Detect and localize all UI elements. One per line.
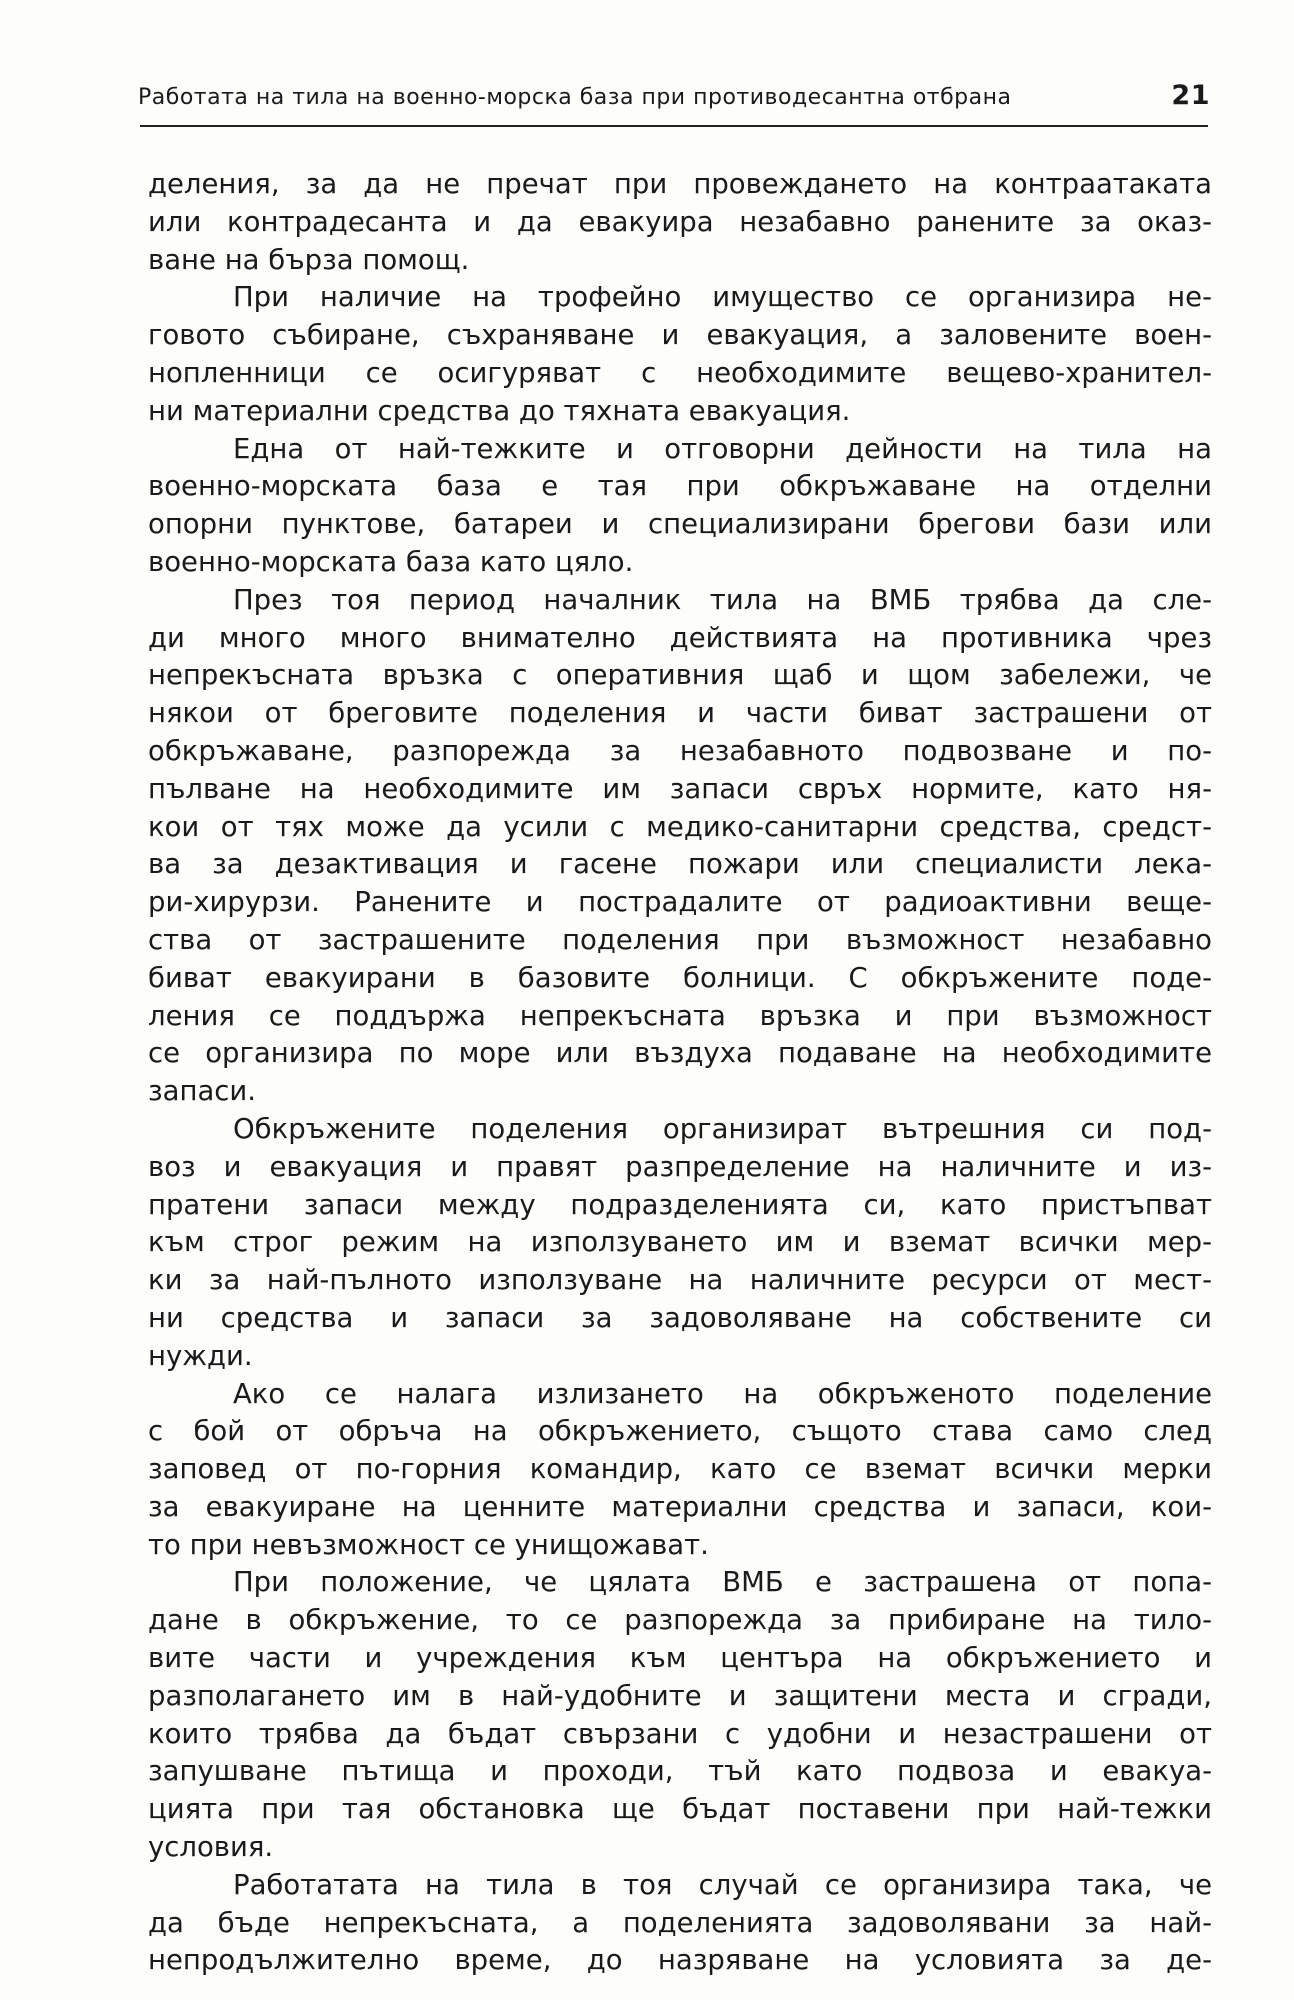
text-line: ни средства и запаси за задоволяване на собствените си	[148, 1301, 1212, 1334]
running-head-title: Работата на тила на военно-морска база при противодесантна отбрана	[138, 85, 1012, 110]
text-line: ни материални средства до тяхната евакуация.	[148, 394, 851, 427]
text-line: непрекъсната връзка с оперативния щаб и щом забележи, че	[148, 659, 1212, 692]
text-line: нопленници се осигуряват с необходимите вещево-хранител-	[148, 356, 1212, 389]
text-line: които трябва да бъдат свързани с удобни и незастрашени от	[148, 1717, 1212, 1750]
page-number: 21	[1171, 80, 1210, 111]
text-line: военно-морската база е тая при обкръжаване на отделни	[148, 470, 1212, 503]
text-line: Обкръжените поделения организират вътрешния си под-	[233, 1112, 1212, 1145]
text-line: Ако се налага излизането на обкръженото поделение	[233, 1377, 1212, 1410]
header-rule	[140, 125, 1208, 127]
text-line: воз и евакуация и правят разпределение на наличните и из-	[148, 1150, 1212, 1183]
text-line: вите части и учреждения към центъра на обкръжението и	[148, 1642, 1212, 1675]
text-line: да бъде непрекъсната, а поделенията задоволявани за най-	[148, 1906, 1212, 1939]
text-line: запаси.	[148, 1075, 257, 1108]
text-line: ва за дезактивация и гасене пожари или специалисти лека-	[148, 848, 1212, 881]
text-line: опорни пунктове, батареи и специализирани брегови бази или	[148, 508, 1212, 541]
text-line: пратени запаси между подразделенията си, като пристъпват	[148, 1188, 1212, 1221]
text-line: ри-хирурзи. Ранените и пострадалите от радиоактивни веще-	[148, 886, 1212, 919]
text-line: запушване пътища и проходи, тъй като подвоза и евакуа-	[148, 1755, 1212, 1788]
text-line: с бой от обръча на обкръжението, същото става само след	[148, 1415, 1212, 1448]
text-line: При положение, че цялата ВМБ е застрашена от попа-	[233, 1566, 1212, 1599]
text-line: деления, за да не пречат при провеждането на контраатаката	[148, 168, 1212, 200]
text-line: биват евакуирани в базовите болници. С обкръжените поде-	[148, 961, 1212, 994]
text-line: нужди.	[148, 1339, 253, 1372]
text-line: или контрадесанта и да евакуира незабавно ранените за оказ-	[148, 205, 1212, 238]
text-line: Една от най-тежките и отговорни дейности на тила на	[233, 432, 1212, 465]
text-line: пълване на необходимите им запаси свръх нормите, като ня-	[148, 772, 1212, 805]
text-line: разполагането им в най-удобните и защитени места и сгради,	[148, 1679, 1212, 1712]
text-line: то при невъзможност се унищожават.	[148, 1528, 709, 1561]
text-line: говото събиране, съхраняване и евакуация, а заловените воен-	[148, 319, 1212, 352]
text-line: ления се поддържа непрекъсната връзка и при възможност	[148, 999, 1212, 1032]
text-line: за евакуиране на ценните материални средства и запаси, кои-	[148, 1490, 1212, 1523]
text-line: към строг режим на използуването им и вземат всички мер-	[148, 1226, 1212, 1259]
text-line: обкръжаване, разпорежда за незабавното подвозване и по-	[148, 734, 1212, 767]
text-line: При наличие на трофейно имущество се организира не-	[233, 281, 1212, 314]
text-line: През тоя период началник тила на ВМБ трябва да сле-	[233, 583, 1212, 616]
text-line: ди много много внимателно действията на противника чрез	[148, 621, 1212, 654]
text-line: дане в обкръжение, то се разпорежда за прибиране на тило-	[148, 1604, 1212, 1637]
text-line: някои от бреговите поделения и части биват застрашени от	[148, 697, 1212, 730]
body-text	[148, 166, 1212, 1980]
text-line: кои от тях може да усили с медико-санитарни средства, средст-	[148, 810, 1212, 843]
text-line: непродължително време, до назряване на условията за де-	[148, 1944, 1212, 1977]
text-line: ки за най-пълното използуване на наличните ресурси от мест-	[148, 1264, 1212, 1297]
text-line: ване на бърза помощ.	[148, 243, 470, 276]
text-line: цията при тая обстановка ще бъдат поставени при най-тежки	[148, 1793, 1212, 1826]
text-line: заповед от по-горния командир, като се вземат всички мерки	[148, 1453, 1212, 1486]
text-line: военно-морската база като цяло.	[148, 545, 634, 578]
text-line: условия.	[148, 1831, 274, 1864]
text-line: ства от застрашените поделения при възможност незабавно	[148, 923, 1212, 956]
text-line: се организира по море или въздуха подаване на необходимите	[148, 1037, 1212, 1070]
running-header	[138, 80, 1210, 122]
text-line: Работатата на тила в тоя случай се организира така, че	[233, 1868, 1212, 1901]
